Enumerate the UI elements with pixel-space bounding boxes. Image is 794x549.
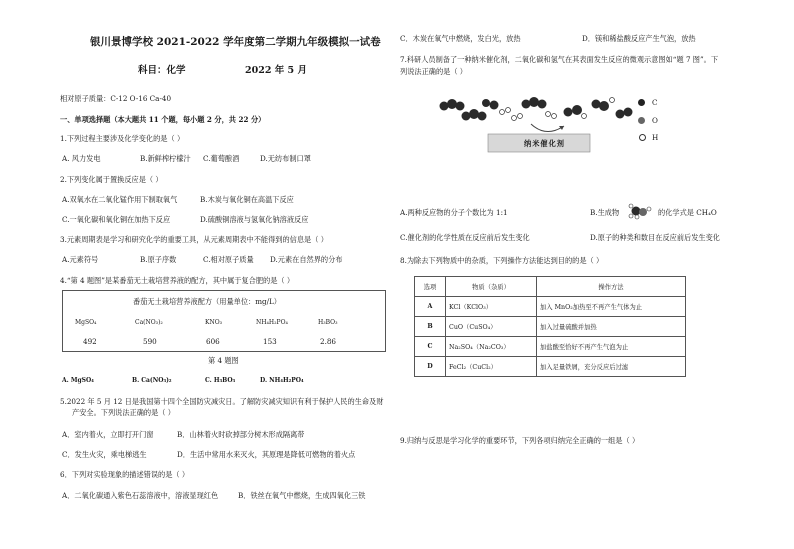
q8-row-b-method: 加入过量硫酸并加热 <box>537 317 686 337</box>
q7-reaction-diagram <box>436 90 636 156</box>
legend-o: O <box>652 116 658 125</box>
q8-header-option: 选项 <box>415 277 446 297</box>
q4-header-5: H₃BO₃ <box>318 319 338 326</box>
legend-c: C <box>652 98 658 107</box>
q5-option-d: D．生活中常用水来灭火，其原理是降低可燃物的着火点 <box>177 450 356 459</box>
q7-stem-line1: 7.科研人员制备了一种纳米催化剂，二氧化碳和氢气在其表面发生反应的微观示意图如“题 7 图”。下 <box>400 55 719 64</box>
hydrogen-atom-legend-icon <box>639 134 646 141</box>
q4-header-1: MgSO₄ <box>75 319 97 326</box>
q8-row-a-method: 加入 MnO₂加热至不再产生气体为止 <box>537 297 686 317</box>
q6-stem: 6．下列对实验现象的描述错误的是（ ） <box>60 470 190 479</box>
legend-h: H <box>652 133 659 142</box>
q8-stem: 8.为除去下列物质中的杂质，下列操作方法能达到目的的是（ ） <box>400 256 604 265</box>
q8-row-d-option: D <box>415 357 446 377</box>
q1-stem: 1.下列过程主要涉及化学变化的是（ ） <box>60 134 185 143</box>
q1-option-c: C.葡萄酿酒 <box>203 154 240 163</box>
q7-option-d: D.原子的种类和数目在反应前后发生变化 <box>590 233 720 242</box>
q2-option-a: A.双氧水在二氧化锰作用下制取氧气 <box>62 195 178 204</box>
q2-stem: 2.下列变化属于置换反应是（ ） <box>60 175 163 184</box>
q4-table-title: 番茄无土栽培营养液配方（用量单位：mg/L） <box>133 297 281 306</box>
q7-option-c: C.催化剂的化学性质在反应前后发生变化 <box>400 233 530 242</box>
exam-date: 2022 年 5 月 <box>245 65 307 76</box>
q3-stem: 3.元素周期表是学习和研究化学的重要工具，从元素周期表中不能得到的信息是（ ） <box>60 235 328 244</box>
q5-option-b: B．山林着火时砍掉部分树木形成隔离带 <box>177 430 305 439</box>
q4-nutrient-table <box>62 290 386 352</box>
q4-header-4: NH₄H₂PO₄ <box>256 319 288 326</box>
q1-option-b: B.新鲜榨柠檬汁 <box>140 154 191 163</box>
q5-option-c: C．发生火灾，乘电梯逃生 <box>62 450 147 459</box>
q4-option-b: B. Ca(NO₃)₂ <box>132 377 172 384</box>
q3-option-c: C.相对原子质量 <box>203 255 254 264</box>
q4-value-5: 2.86 <box>320 337 337 346</box>
carbon-atom-legend-icon <box>638 99 645 106</box>
q4-value-3: 606 <box>206 337 220 346</box>
subject-label: 科目：化学 <box>138 65 186 76</box>
table-row <box>415 337 686 357</box>
table-row <box>415 357 686 377</box>
q6-option-d: D．镁和稀盐酸反应产生气泡，放热 <box>582 34 696 43</box>
q8-row-d-method: 加入足量铁屑，充分反应后过滤 <box>537 357 686 377</box>
table-row <box>415 297 686 317</box>
q7-stem-line2: 列说法正确的是（ ） <box>400 67 467 76</box>
q4-option-a: A. MgSO₄ <box>62 377 94 384</box>
q8-row-b-substance: CuO（CuSO₄） <box>446 317 537 337</box>
q5-stem-line1: 5.2022 年 5 月 12 日是我国第十四个全国防灾减灾日。了解防灾减灾知识有利于保护人民的生命及财 <box>60 397 384 406</box>
q2-option-d: D.硫酸铜溶液与氢氧化钠溶液反应 <box>200 215 309 224</box>
q2-option-b: B.木炭与氧化铜在高温下反应 <box>200 195 294 204</box>
q4-value-4: 153 <box>263 337 277 346</box>
catalyst-label: 纳米催化剂 <box>524 139 565 148</box>
q3-option-a: A.元素符号 <box>62 255 99 264</box>
q4-header-2: Ca(NO₃)₂ <box>135 319 163 326</box>
q5-option-a: A．室内着火，立即打开门窗 <box>62 430 154 439</box>
q7-option-b-suffix: 的化学式是 CH₄O <box>658 208 717 217</box>
q8-row-c-substance: Na₂SO₄（Na₂CO₃） <box>446 337 537 357</box>
q1-option-a: A. 风力发电 <box>62 154 101 163</box>
q8-row-a-option: A <box>415 297 446 317</box>
q8-header-method: 操作方法 <box>537 277 686 297</box>
q1-option-d: D.无纺布制口罩 <box>260 154 311 163</box>
q8-row-b-option: B <box>415 317 446 337</box>
q4-stem: 4.“第 4 题图”是某番茄无土栽培营养液的配方，其中属于复合肥的是（ ） <box>60 276 295 285</box>
q8-row-a-substance: KCl（KClO₃） <box>446 297 537 317</box>
q8-row-c-method: 加盐酸至恰好不再产生气泡为止 <box>537 337 686 357</box>
q7-option-a: A.两种反应物的分子个数比为 1:1 <box>400 208 508 217</box>
table-header-row <box>415 277 686 297</box>
q3-option-d: D.元素在自然界的分布 <box>270 255 343 264</box>
q4-header-3: KNO₃ <box>205 319 223 326</box>
q8-row-c-option: C <box>415 337 446 357</box>
q4-caption: 第 4 题图 <box>208 356 239 365</box>
q6-option-c: C．木炭在氧气中燃烧，发白光，放热 <box>400 34 521 43</box>
methanol-molecule-icon <box>626 202 654 220</box>
exam-title: 银川景博学校 2021-2022 学年度第二学期九年级模拟一试卷 <box>90 36 381 48</box>
q2-option-c: C.一氧化碳和氧化铜在加热下反应 <box>62 215 171 224</box>
q8-row-d-substance: FeCl₂（CuCl₂） <box>446 357 537 377</box>
q6-option-b: B．铁丝在氧气中燃烧，生成四氧化三铁 <box>238 491 366 500</box>
q5-stem-line2: 产安全。下列说法正确的是（ ） <box>72 408 175 417</box>
q4-option-d: D. NH₄H₂PO₄ <box>260 377 304 384</box>
q4-option-c: C. H₃BO₃ <box>205 377 236 384</box>
oxygen-atom-legend-icon <box>638 117 645 124</box>
q8-table <box>414 276 686 377</box>
q8-header-substance: 物质（杂质） <box>446 277 537 297</box>
q4-value-2: 590 <box>143 337 157 346</box>
q9-stem: 9.归纳与反思是学习化学的重要环节，下列各项归纳完全正确的一组是（ ） <box>400 436 640 445</box>
q7-option-b-prefix: B.生成物 <box>590 208 620 217</box>
q3-option-b: B.原子序数 <box>140 255 177 264</box>
q4-value-1: 492 <box>83 337 97 346</box>
section-heading: 一、单项选择题（本大题共 11 个题，每小题 2 分，共 22 分） <box>60 115 266 124</box>
table-row <box>415 317 686 337</box>
atomic-masses: 相对原子质量：C-12 O-16 Ca-40 <box>60 94 172 103</box>
q6-option-a: A．二氧化碳通入紫色石蕊溶液中，溶液显现红色 <box>62 491 219 500</box>
